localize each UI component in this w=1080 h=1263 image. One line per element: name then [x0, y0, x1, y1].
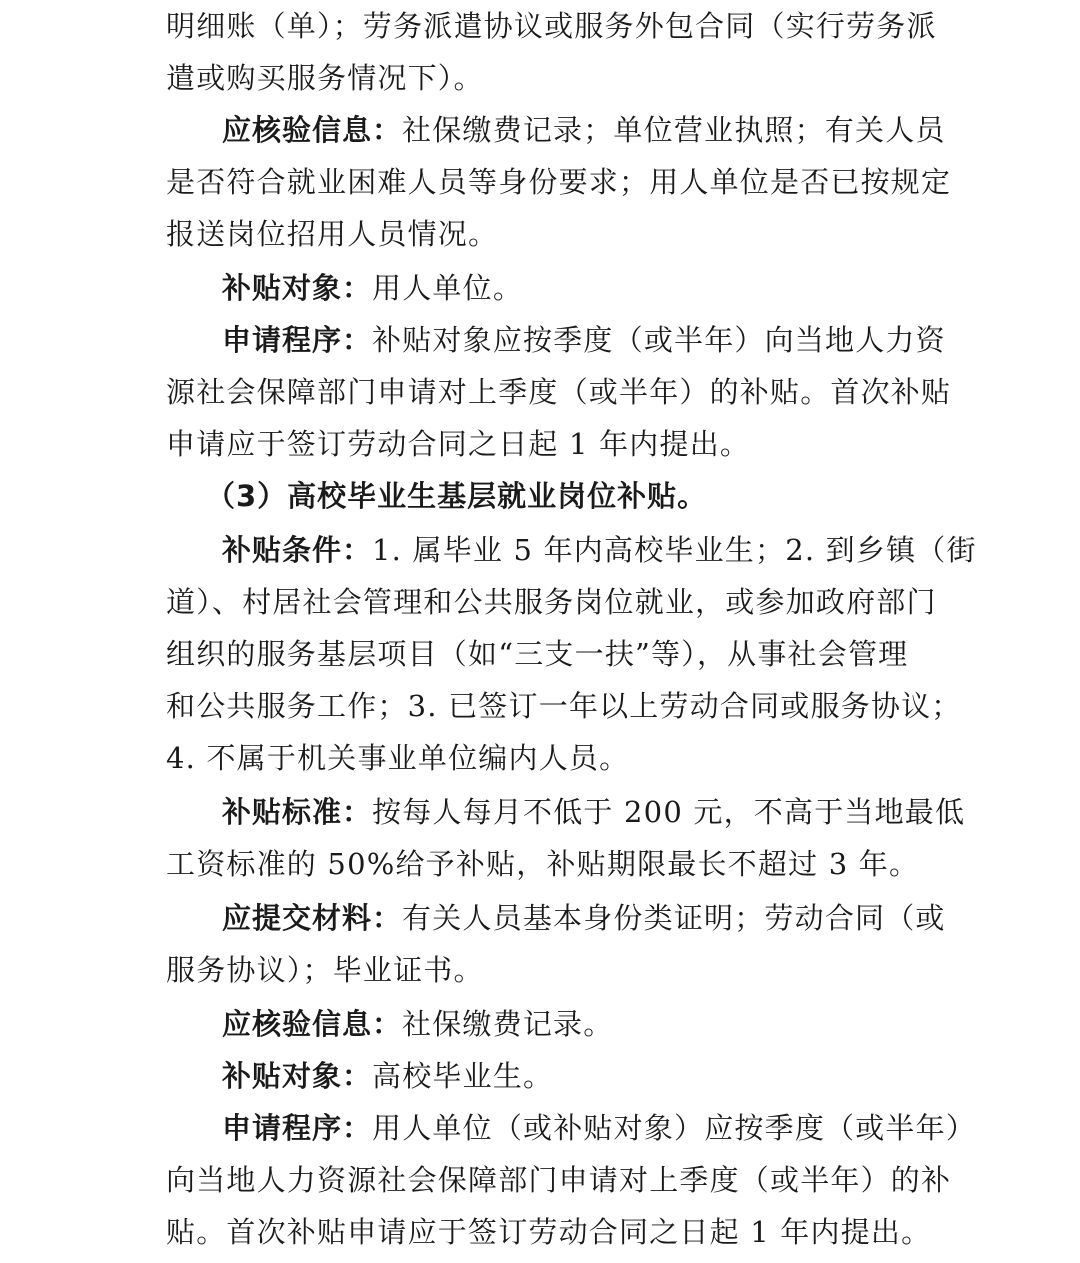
text-line [166, 418, 926, 470]
paragraph-subsidy-target [222, 262, 982, 314]
line-text: 是否符合就业困难人员等身份要求；用人单位是否已按规定 [166, 165, 952, 199]
heading-text: （3）高校毕业生基层就业岗位补贴。 [206, 479, 708, 513]
line-text: 向当地人力资源社会保障部门申请对上季度（或半年）的补 [166, 1163, 952, 1197]
text-line [166, 680, 962, 732]
text-line [166, 732, 926, 784]
line-text: 遣或购买服务情况下）。 [166, 61, 484, 95]
line-text: 贴。首次补贴申请应于签订劳动合同之日起 1 年内提出。 [166, 1215, 932, 1249]
paragraph-application-procedure [222, 1102, 982, 1154]
line-text: 道）、村居社会管理和公共服务岗位就业，或参加政府部门 [166, 585, 937, 619]
text-line [166, 838, 926, 890]
line-text: 社保缴费记录；单位营业执照；有关人员 [402, 113, 946, 147]
term-label: 申请程序： [222, 1111, 373, 1145]
term-label: 应提交材料： [222, 901, 403, 935]
text-line [166, 628, 926, 680]
line-text: 用人单位（或补贴对象）应按季度（或半年） [372, 1111, 977, 1145]
text-line [166, 576, 937, 628]
line-text: 申请应于签订劳动合同之日起 1 年内提出。 [166, 427, 751, 461]
line-text: 用人单位。 [372, 271, 524, 305]
term-label: 补贴对象： [222, 271, 373, 305]
line-text: 按每人每月不低于 200 元，不高于当地最低 [372, 795, 966, 829]
line-text: 高校毕业生。 [372, 1059, 554, 1093]
text-line [166, 1154, 952, 1206]
line-text: 和公共服务工作；3. 已签订一年以上劳动合同或服务协议； [166, 689, 962, 723]
paragraph-required-materials [222, 892, 982, 944]
paragraph-application-procedure [222, 314, 982, 366]
text-line [166, 944, 926, 996]
line-text: 工资标准的 50%给予补贴，补贴期限最长不超过 3 年。 [166, 847, 920, 881]
line-text: 1. 属毕业 5 年内高校毕业生；2. 到乡镇（街 [372, 533, 977, 567]
line-text: 4. 不属于机关事业单位编内人员。 [166, 741, 630, 775]
term-label: 应核验信息： [222, 1007, 403, 1041]
term-label: 补贴标准： [222, 795, 373, 829]
line-text: 明细账（单）；劳务派遣协议或服务外包合同（实行劳务派 [166, 9, 937, 43]
line-text: 补贴对象应按季度（或半年）向当地人力资 [372, 323, 946, 357]
text-line [166, 1206, 932, 1258]
term-label: 申请程序： [222, 323, 373, 357]
line-text: 服务协议）；毕业证书。 [166, 953, 484, 987]
term-label: 补贴对象： [222, 1059, 373, 1093]
line-text: 报送岗位招用人员情况。 [166, 217, 499, 251]
term-label: 补贴条件： [222, 533, 373, 567]
text-line [166, 52, 926, 104]
text-line [166, 208, 926, 260]
term-label: 应核验信息： [222, 113, 403, 147]
paragraph-verify-info [222, 104, 982, 156]
paragraph-subsidy-target [222, 1050, 982, 1102]
paragraph-subsidy-standard [222, 786, 982, 838]
section-heading [206, 470, 966, 522]
line-text: 组织的服务基层项目（如“三支一扶”等），从事社会管理 [166, 637, 909, 671]
text-line [166, 156, 952, 208]
text-line [166, 366, 952, 418]
line-text: 社保缴费记录。 [402, 1007, 614, 1041]
paragraph-subsidy-conditions [222, 524, 982, 576]
text-line [166, 0, 937, 52]
paragraph-verify-info [222, 998, 982, 1050]
line-text: 源社会保障部门申请对上季度（或半年）的补贴。首次补贴 [166, 375, 952, 409]
line-text: 有关人员基本身份类证明；劳动合同（或 [402, 901, 946, 935]
